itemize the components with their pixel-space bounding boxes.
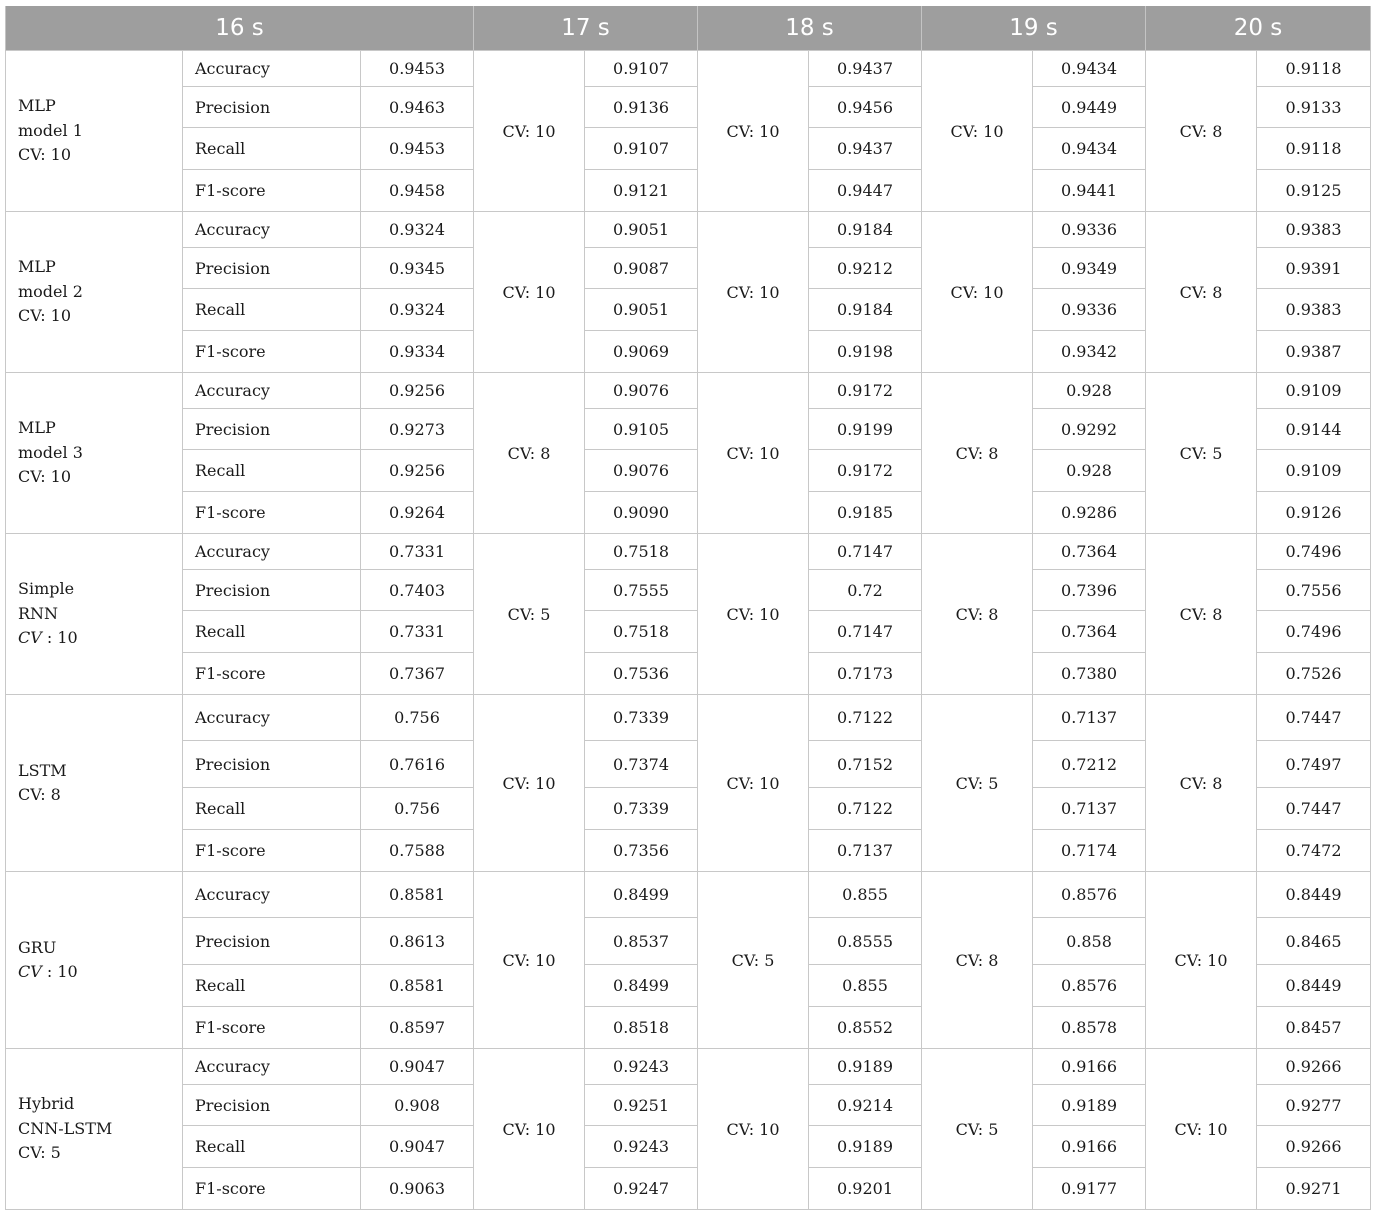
- score-16s: 0.9256: [361, 373, 474, 409]
- score-16s: 0.8581: [361, 872, 474, 918]
- metric-label: Accuracy: [183, 695, 361, 741]
- score-17s: 0.7536: [585, 653, 698, 695]
- score-20s: 0.9271: [1257, 1168, 1371, 1210]
- score-16s: 0.9273: [361, 409, 474, 450]
- header-16s: 16 s: [6, 6, 474, 51]
- model-cv-separator: :: [40, 1143, 51, 1163]
- model-cv-value: 10: [57, 628, 78, 648]
- score-20s: 0.7447: [1257, 695, 1371, 741]
- score-19s: 0.9336: [1033, 289, 1146, 331]
- score-20s: 0.8449: [1257, 872, 1371, 918]
- metric-label: Recall: [183, 1126, 361, 1168]
- cv-18s: CV: 10: [698, 212, 809, 373]
- score-17s: 0.9136: [585, 87, 698, 128]
- score-16s: 0.9453: [361, 51, 474, 87]
- score-19s: 0.928: [1033, 450, 1146, 492]
- model-cv: [18, 1143, 61, 1162]
- metric-label: Precision: [183, 87, 361, 128]
- score-19s: 0.7364: [1033, 611, 1146, 653]
- score-19s: 0.7174: [1033, 830, 1146, 872]
- model-cv-label: CV: [18, 1143, 41, 1163]
- score-18s: 0.9184: [809, 289, 922, 331]
- model-cv-value: 8: [50, 785, 61, 804]
- header-20s: 20 s: [1146, 6, 1371, 51]
- metric-label: Recall: [183, 289, 361, 331]
- metric-label: Precision: [183, 570, 361, 611]
- model-cv-label: CV: [18, 145, 41, 165]
- score-19s: 0.928: [1033, 373, 1146, 409]
- metric-label: F1-score: [183, 331, 361, 373]
- score-17s: 0.7555: [585, 570, 698, 611]
- score-16s: 0.9264: [361, 492, 474, 534]
- cv-20s: CV: 8: [1146, 212, 1257, 373]
- score-19s: 0.9449: [1033, 87, 1146, 128]
- model-cv-separator: :: [40, 306, 51, 326]
- model-cv-label: CV: [18, 785, 41, 804]
- score-18s: 0.7173: [809, 653, 922, 695]
- model-cv: [18, 628, 78, 647]
- score-17s: 0.9076: [585, 450, 698, 492]
- score-20s: 0.9109: [1257, 373, 1371, 409]
- score-20s: 0.7447: [1257, 788, 1371, 830]
- score-16s: 0.7403: [361, 570, 474, 611]
- score-17s: 0.8499: [585, 872, 698, 918]
- score-16s: 0.756: [361, 695, 474, 741]
- score-18s: 0.7122: [809, 695, 922, 741]
- score-19s: 0.9292: [1033, 409, 1146, 450]
- model-cv-label: CV: [18, 306, 41, 326]
- score-16s: 0.8581: [361, 965, 474, 1007]
- score-16s: 0.9453: [361, 128, 474, 170]
- model-cv-label: CV: [18, 628, 42, 648]
- score-16s: 0.7616: [361, 741, 474, 788]
- cv-20s: CV: 5: [1146, 373, 1257, 534]
- cv-18s: CV: 10: [698, 534, 809, 695]
- score-20s: 0.9387: [1257, 331, 1371, 373]
- score-17s: 0.9247: [585, 1168, 698, 1210]
- model-cv-separator: :: [40, 145, 51, 165]
- metric-label: Accuracy: [183, 534, 361, 570]
- table-row: [6, 1049, 1371, 1085]
- table-header: [6, 6, 1371, 51]
- metric-label: Recall: [183, 450, 361, 492]
- model-cv: [18, 306, 71, 325]
- score-18s: 0.9172: [809, 450, 922, 492]
- score-19s: 0.8578: [1033, 1007, 1146, 1049]
- model-name-line: LSTM: [18, 760, 67, 780]
- score-20s: 0.9133: [1257, 87, 1371, 128]
- score-20s: 0.7496: [1257, 534, 1371, 570]
- score-18s: 0.9199: [809, 409, 922, 450]
- metric-label: Precision: [183, 918, 361, 965]
- score-17s: 0.9076: [585, 373, 698, 409]
- model-name-line: MLP: [18, 418, 56, 438]
- metric-label: Precision: [183, 248, 361, 289]
- score-20s: 0.7496: [1257, 611, 1371, 653]
- score-20s: 0.8457: [1257, 1007, 1371, 1049]
- score-16s: 0.908: [361, 1085, 474, 1126]
- score-19s: 0.9434: [1033, 51, 1146, 87]
- model-name-cell: [6, 1049, 183, 1210]
- score-18s: 0.9198: [809, 331, 922, 373]
- score-19s: 0.9349: [1033, 248, 1146, 289]
- score-17s: 0.7339: [585, 695, 698, 741]
- score-17s: 0.9243: [585, 1126, 698, 1168]
- score-17s: 0.9107: [585, 128, 698, 170]
- model-name-cell: [6, 872, 183, 1049]
- score-18s: 0.7137: [809, 830, 922, 872]
- score-17s: 0.9069: [585, 331, 698, 373]
- score-18s: 0.9201: [809, 1168, 922, 1210]
- results-table: [5, 6, 1371, 1210]
- score-18s: 0.7122: [809, 788, 922, 830]
- model-name-line: model 2: [18, 281, 83, 301]
- cv-18s: CV: 10: [698, 51, 809, 212]
- model-name-line: model 1: [18, 120, 83, 140]
- score-19s: 0.9336: [1033, 212, 1146, 248]
- score-20s: 0.9277: [1257, 1085, 1371, 1126]
- score-19s: 0.7380: [1033, 653, 1146, 695]
- model-name-line: MLP: [18, 96, 56, 116]
- score-20s: 0.8449: [1257, 965, 1371, 1007]
- metric-label: Precision: [183, 1085, 361, 1126]
- score-19s: 0.8576: [1033, 872, 1146, 918]
- metric-label: F1-score: [183, 830, 361, 872]
- score-16s: 0.9458: [361, 170, 474, 212]
- score-18s: 0.9185: [809, 492, 922, 534]
- model-name-line: RNN: [18, 603, 59, 623]
- metric-label: Precision: [183, 741, 361, 788]
- model-cv-value: 10: [57, 962, 78, 981]
- model-cv-label: CV: [18, 467, 41, 487]
- score-17s: 0.9121: [585, 170, 698, 212]
- score-19s: 0.9342: [1033, 331, 1146, 373]
- model-cv-label: CV: [18, 962, 42, 981]
- model-cv: [18, 145, 71, 164]
- cv-19s: CV: 10: [922, 51, 1033, 212]
- score-18s: 0.9437: [809, 51, 922, 87]
- score-18s: 0.9189: [809, 1049, 922, 1085]
- table-row: [6, 373, 1371, 409]
- score-20s: 0.7556: [1257, 570, 1371, 611]
- metric-label: Accuracy: [183, 212, 361, 248]
- score-19s: 0.7212: [1033, 741, 1146, 788]
- table-row: [6, 695, 1371, 741]
- score-20s: 0.9266: [1257, 1049, 1371, 1085]
- score-20s: 0.9118: [1257, 128, 1371, 170]
- score-20s: 0.9391: [1257, 248, 1371, 289]
- score-20s: 0.8465: [1257, 918, 1371, 965]
- score-16s: 0.9256: [361, 450, 474, 492]
- results-table-container: [5, 6, 1370, 1210]
- model-cv: [18, 467, 71, 486]
- score-19s: 0.9166: [1033, 1126, 1146, 1168]
- score-19s: 0.9441: [1033, 170, 1146, 212]
- cv-17s: CV: 10: [474, 695, 585, 872]
- model-cv-separator: :: [40, 785, 51, 804]
- model-name-line: CNN-LSTM: [18, 1118, 113, 1138]
- cv-17s: CV: 10: [474, 1049, 585, 1210]
- cv-17s: CV: 10: [474, 51, 585, 212]
- model-cv: [18, 785, 61, 804]
- score-17s: 0.9105: [585, 409, 698, 450]
- cv-20s: CV: 8: [1146, 695, 1257, 872]
- cv-20s: CV: 8: [1146, 534, 1257, 695]
- score-18s: 0.9184: [809, 212, 922, 248]
- model-name-line: model 3: [18, 442, 83, 462]
- score-16s: 0.9047: [361, 1126, 474, 1168]
- model-cv: [18, 962, 78, 981]
- score-20s: 0.9266: [1257, 1126, 1371, 1168]
- metric-label: Recall: [183, 611, 361, 653]
- score-20s: 0.9125: [1257, 170, 1371, 212]
- score-16s: 0.8597: [361, 1007, 474, 1049]
- model-cv-value: 10: [50, 145, 72, 165]
- cv-17s: CV: 10: [474, 872, 585, 1049]
- model-cv-separator: :: [40, 467, 51, 487]
- score-18s: 0.7147: [809, 611, 922, 653]
- cv-18s: CV: 10: [698, 1049, 809, 1210]
- score-17s: 0.7518: [585, 611, 698, 653]
- metric-label: Accuracy: [183, 51, 361, 87]
- cv-18s: CV: 5: [698, 872, 809, 1049]
- score-17s: 0.9107: [585, 51, 698, 87]
- cv-20s: CV: 8: [1146, 51, 1257, 212]
- score-18s: 0.8555: [809, 918, 922, 965]
- score-17s: 0.8537: [585, 918, 698, 965]
- model-name-cell: [6, 534, 183, 695]
- score-19s: 0.9177: [1033, 1168, 1146, 1210]
- score-16s: 0.9334: [361, 331, 474, 373]
- score-17s: 0.9243: [585, 1049, 698, 1085]
- model-cv-separator: :: [41, 962, 58, 981]
- score-20s: 0.9383: [1257, 212, 1371, 248]
- cv-20s: CV: 10: [1146, 1049, 1257, 1210]
- score-16s: 0.9324: [361, 212, 474, 248]
- cv-19s: CV: 8: [922, 373, 1033, 534]
- metric-label: F1-score: [183, 492, 361, 534]
- score-18s: 0.9189: [809, 1126, 922, 1168]
- score-17s: 0.9090: [585, 492, 698, 534]
- cv-17s: CV: 8: [474, 373, 585, 534]
- score-19s: 0.9189: [1033, 1085, 1146, 1126]
- score-20s: 0.9109: [1257, 450, 1371, 492]
- cv-20s: CV: 10: [1146, 872, 1257, 1049]
- metric-label: F1-score: [183, 170, 361, 212]
- cv-19s: CV: 10: [922, 212, 1033, 373]
- score-20s: 0.7526: [1257, 653, 1371, 695]
- metric-label: F1-score: [183, 1007, 361, 1049]
- score-17s: 0.7518: [585, 534, 698, 570]
- score-18s: 0.9437: [809, 128, 922, 170]
- score-16s: 0.7331: [361, 611, 474, 653]
- score-18s: 0.72: [809, 570, 922, 611]
- score-16s: 0.9063: [361, 1168, 474, 1210]
- metric-label: F1-score: [183, 1168, 361, 1210]
- score-17s: 0.7356: [585, 830, 698, 872]
- score-20s: 0.9144: [1257, 409, 1371, 450]
- score-16s: 0.7331: [361, 534, 474, 570]
- model-name-cell: [6, 51, 183, 212]
- score-18s: 0.9212: [809, 248, 922, 289]
- table-body: [6, 51, 1371, 1210]
- cv-19s: CV: 5: [922, 1049, 1033, 1210]
- score-20s: 0.7472: [1257, 830, 1371, 872]
- score-18s: 0.9172: [809, 373, 922, 409]
- model-name-line: Hybrid: [18, 1094, 75, 1114]
- score-17s: 0.9087: [585, 248, 698, 289]
- score-16s: 0.9324: [361, 289, 474, 331]
- score-19s: 0.7137: [1033, 788, 1146, 830]
- score-20s: 0.7497: [1257, 741, 1371, 788]
- cv-17s: CV: 5: [474, 534, 585, 695]
- score-19s: 0.858: [1033, 918, 1146, 965]
- score-17s: 0.9251: [585, 1085, 698, 1126]
- cv-19s: CV: 8: [922, 872, 1033, 1049]
- score-19s: 0.7137: [1033, 695, 1146, 741]
- score-16s: 0.9463: [361, 87, 474, 128]
- model-name-line: Simple: [18, 579, 75, 599]
- score-16s: 0.9047: [361, 1049, 474, 1085]
- model-cv-value: 10: [50, 306, 72, 326]
- header-18s: 18 s: [698, 6, 922, 51]
- score-19s: 0.8576: [1033, 965, 1146, 1007]
- score-17s: 0.7339: [585, 788, 698, 830]
- header-row: [6, 6, 1371, 51]
- table-row: [6, 51, 1371, 87]
- metric-label: F1-score: [183, 653, 361, 695]
- score-17s: 0.7374: [585, 741, 698, 788]
- score-16s: 0.7367: [361, 653, 474, 695]
- score-16s: 0.8613: [361, 918, 474, 965]
- score-19s: 0.7364: [1033, 534, 1146, 570]
- score-18s: 0.7147: [809, 534, 922, 570]
- score-16s: 0.756: [361, 788, 474, 830]
- score-19s: 0.9166: [1033, 1049, 1146, 1085]
- model-cv-value: 10: [50, 467, 72, 487]
- score-18s: 0.9447: [809, 170, 922, 212]
- cv-19s: CV: 5: [922, 695, 1033, 872]
- cv-19s: CV: 8: [922, 534, 1033, 695]
- score-17s: 0.8499: [585, 965, 698, 1007]
- score-20s: 0.9126: [1257, 492, 1371, 534]
- score-19s: 0.7396: [1033, 570, 1146, 611]
- score-17s: 0.9051: [585, 289, 698, 331]
- table-row: [6, 212, 1371, 248]
- model-cv-value: 5: [50, 1143, 61, 1163]
- score-20s: 0.9118: [1257, 51, 1371, 87]
- score-18s: 0.9214: [809, 1085, 922, 1126]
- score-20s: 0.9383: [1257, 289, 1371, 331]
- model-name-cell: [6, 212, 183, 373]
- cv-18s: CV: 10: [698, 373, 809, 534]
- header-17s: 17 s: [474, 6, 698, 51]
- table-row: [6, 872, 1371, 918]
- model-name-cell: [6, 695, 183, 872]
- score-19s: 0.9286: [1033, 492, 1146, 534]
- score-17s: 0.8518: [585, 1007, 698, 1049]
- metric-label: Recall: [183, 788, 361, 830]
- model-name-line: MLP: [18, 257, 56, 277]
- metric-label: Recall: [183, 128, 361, 170]
- score-17s: 0.9051: [585, 212, 698, 248]
- score-19s: 0.9434: [1033, 128, 1146, 170]
- table-row: [6, 534, 1371, 570]
- cv-18s: CV: 10: [698, 695, 809, 872]
- score-18s: 0.855: [809, 872, 922, 918]
- score-16s: 0.9345: [361, 248, 474, 289]
- cv-17s: CV: 10: [474, 212, 585, 373]
- model-cv-separator: :: [41, 628, 58, 648]
- score-18s: 0.855: [809, 965, 922, 1007]
- model-name-cell: [6, 373, 183, 534]
- metric-label: Precision: [183, 409, 361, 450]
- metric-label: Accuracy: [183, 373, 361, 409]
- metric-label: Accuracy: [183, 1049, 361, 1085]
- score-18s: 0.8552: [809, 1007, 922, 1049]
- metric-label: Accuracy: [183, 872, 361, 918]
- metric-label: Recall: [183, 965, 361, 1007]
- header-19s: 19 s: [922, 6, 1146, 51]
- score-18s: 0.7152: [809, 741, 922, 788]
- model-name-line: GRU: [18, 937, 57, 957]
- score-16s: 0.7588: [361, 830, 474, 872]
- score-18s: 0.9456: [809, 87, 922, 128]
